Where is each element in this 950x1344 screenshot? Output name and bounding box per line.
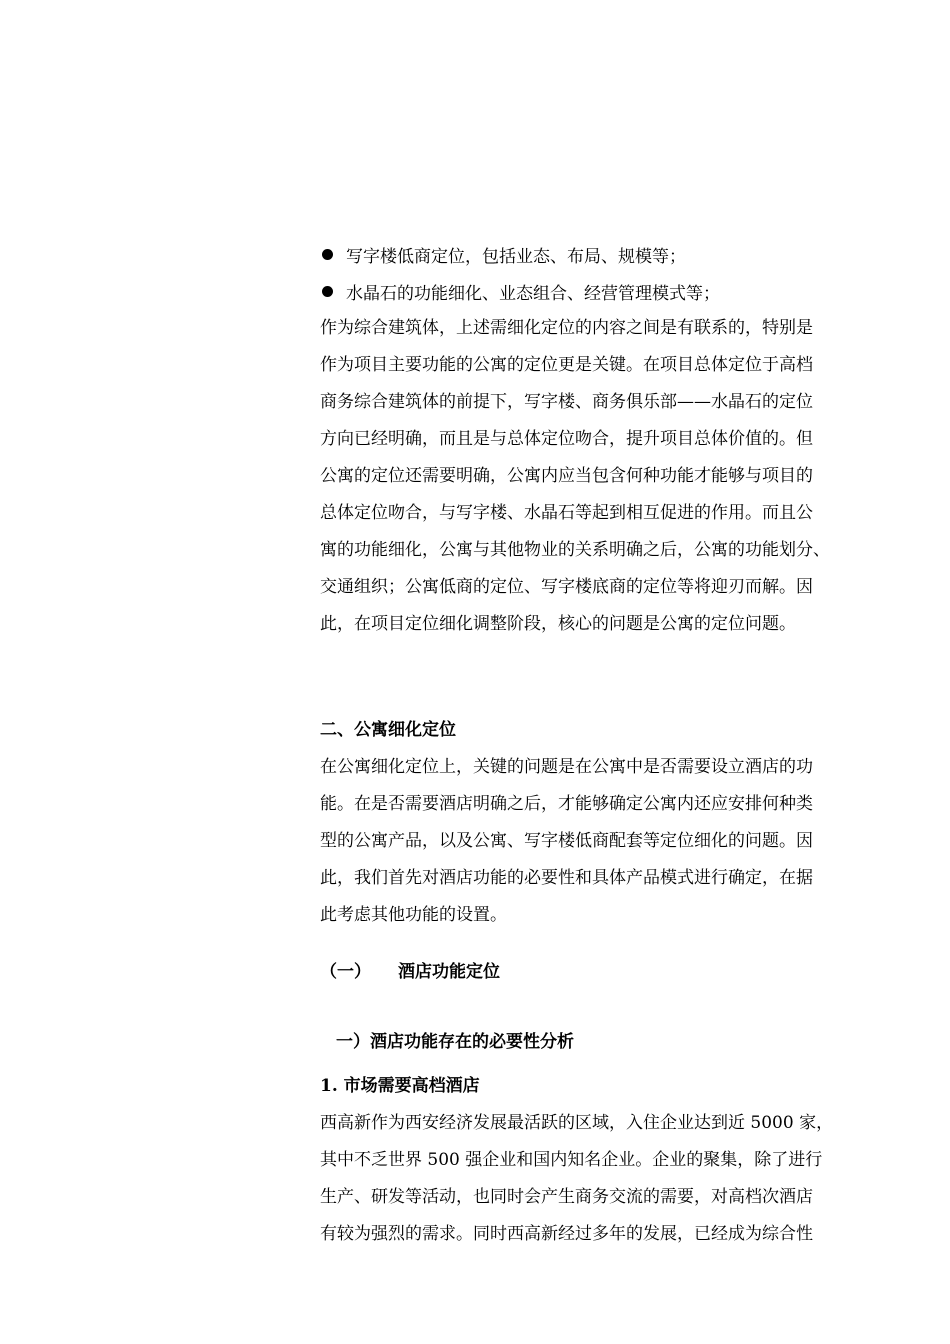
text-line: 有较为强烈的需求。同时西高新经过多年的发展，已经成为综合性 [320,1224,813,1244]
text-line: 西高新作为西安经济发展最活跃的区域，入住企业达到近 5000 家， [320,1113,834,1133]
text-line: 型的公寓产品，以及公寓、写字楼低商配套等定位细化的问题。因 [320,831,813,851]
bullet-item [320,236,890,273]
document-body [320,236,890,1253]
point-heading: 1. 市场需要高档酒店 [320,1076,480,1096]
paragraph-market [320,1105,890,1253]
bullet-dot-icon [322,286,333,297]
section-heading: 二、公寓细化定位 [320,720,456,740]
text-line: 方向已经明确，而且是与总体定位吻合，提升项目总体价值的。但 [320,429,813,449]
section-spacer [320,643,890,712]
text-line: 此考虑其他功能的设置。 [320,905,507,925]
text-line: 其中不乏世界 500 强企业和国内知名企业。企业的聚集，除了进行 [320,1150,823,1170]
paragraph-integration [320,310,890,643]
bullet-dot-icon [322,249,333,260]
text-line: 能。在是否需要酒店明确之后，才能够确定公寓内还应安排何种类 [320,794,813,814]
text-line: 在公寓细化定位上，关键的问题是在公寓中是否需要设立酒店的功 [320,757,813,777]
subsection-title: 酒店功能定位 [398,962,500,982]
text-line: 寓的功能细化，公寓与其他物业的关系明确之后，公寓的功能划分、 [320,540,830,560]
sub-subsection-heading: 一）酒店功能存在的必要性分析 [336,1032,574,1052]
text-line: 此，在项目定位细化调整阶段，核心的问题是公寓的定位问题。 [320,614,796,634]
text-line: 公寓的定位还需要明确，公寓内应当包含何种功能才能够与项目的 [320,466,813,486]
bullet-text: 水晶石的功能细化、业态组合、经营管理模式等； [346,284,720,304]
text-line: 商务综合建筑体的前提下，写字楼、商务俱乐部——水晶石的定位 [320,392,813,412]
bullet-item [320,273,890,310]
text-line: 作为综合建筑体，上述需细化定位的内容之间是有联系的，特别是 [320,318,813,338]
subsection-heading [320,954,890,991]
text-line: 生产、研发等活动，也同时会产生商务交流的需要，对高档次酒店 [320,1187,813,1207]
paragraph-apartment [320,749,890,934]
text-line: 此，我们首先对酒店功能的必要性和具体产品模式进行确定，在据 [320,868,813,888]
subsection-number: （一） [320,962,371,982]
text-line: 交通组织；公寓低商的定位、写字楼底商的定位等将迎刃而解。因 [320,577,813,597]
section-spacer [320,1061,890,1068]
text-line: 总体定位吻合，与写字楼、水晶石等起到相互促进的作用。而且公 [320,503,813,523]
section-spacer [320,934,890,954]
text-line: 作为项目主要功能的公寓的定位更是关键。在项目总体定位于高档 [320,355,813,375]
section-spacer [320,991,890,1024]
bullet-text: 写字楼低商定位，包括业态、布局、规模等； [346,247,686,267]
